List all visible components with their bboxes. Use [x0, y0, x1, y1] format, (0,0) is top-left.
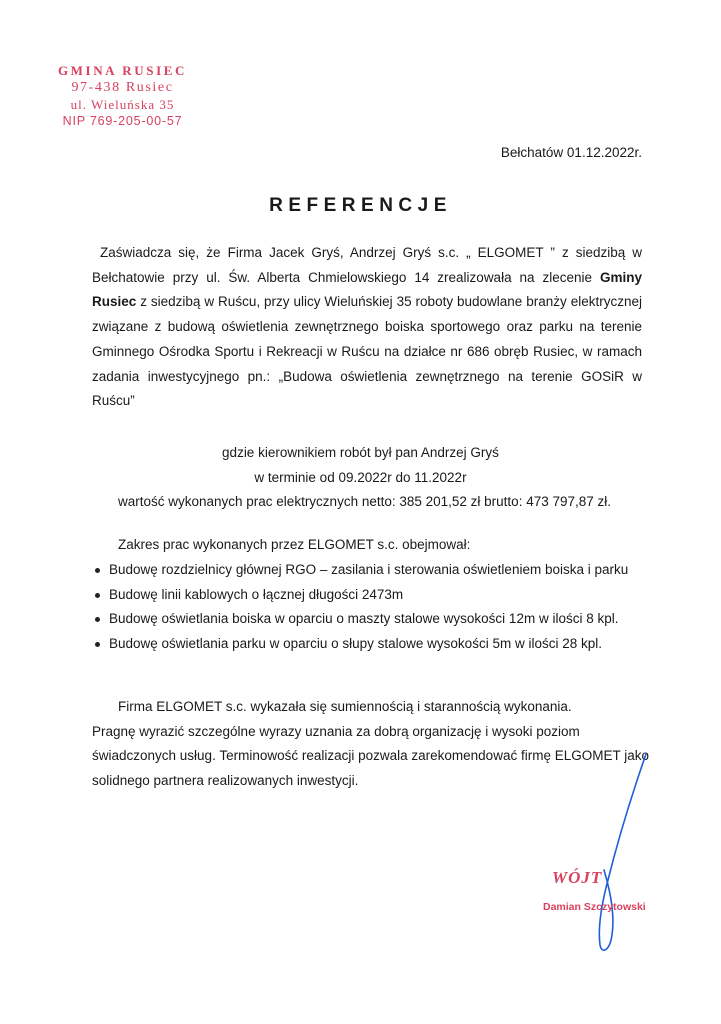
stamp-line-street: ul. Wieluńska 35	[70, 97, 175, 112]
closing-first-line: Firma ELGOMET s.c. wykazała się sumiennością i starannością wykonania.	[118, 699, 572, 714]
list-item-text: Budowę oświetlania boiska w oparciu o maszty stalowe wysokości 12m w ilości 8 kpl.	[109, 611, 619, 626]
stamp-line-name: GMINA RUSIEC	[57, 63, 188, 78]
municipality-stamp	[40, 62, 205, 130]
scope-list	[95, 558, 628, 656]
list-item	[95, 558, 628, 583]
stamp-line-nip: NIP 769-205-00-57	[62, 114, 183, 128]
bullet-icon	[95, 617, 100, 622]
site-manager-line: gdzie kierownikiem robót był pan Andrzej Gryś	[222, 445, 499, 460]
main-paragraph-part2: z siedzibą w Ruścu, przy ulicy Wieluńskiej 35 roboty budowlane branży elektrycznej związane z budową oświetlenia zewnętrznego boiska sportowego oraz parku na terenie Gminnego Ośrodka Sportu i Rekreacji w Ruścu na działce nr 686 obręb Rusiec, w ramach zadania inwestycyjnego pn.: „Budowa oświetlenia zewnętrznego na terenie GOSiR w Ruścu”	[92, 294, 642, 409]
list-item	[95, 607, 628, 632]
scope-intro: Zakres prac wykonanych przez ELGOMET s.c. obejmował:	[118, 537, 471, 552]
project-details	[0, 441, 721, 515]
list-item	[95, 632, 628, 657]
seal-name: Damian Szczytowski	[543, 901, 646, 913]
value-line: wartość wykonanych prac elektrycznych netto: 385 201,52 zł brutto: 473 797,87 zł.	[117, 494, 612, 509]
stamp-line-postal: 97-438 Rusiec	[71, 80, 174, 95]
seal-title: WÓJT	[552, 868, 603, 887]
main-paragraph-part1: Zaświadcza się, że Firma Jacek Gryś, Andrzej Gryś s.c. „ ELGOMET ” z siedzibą w Bełchatowie przy ul. Św. Alberta Chmielowskiego 14 zrealizowała na zlecenie	[92, 245, 642, 285]
bullet-icon	[95, 642, 100, 647]
list-item-text: Budowę oświetlania parku w oparciu o słupy stalowe wysokości 5m w ilości 28 kpl.	[109, 635, 602, 651]
list-item-text: Budowę linii kablowych o łącznej długości 2473m	[109, 586, 404, 602]
bullet-icon	[95, 593, 100, 598]
bullet-icon	[95, 568, 100, 573]
handwritten-signature	[560, 740, 660, 970]
list-item-text: Budowę rozdzielnicy głównej RGO – zasilania i sterowania oświetleniem boiska i parku	[109, 562, 629, 577]
main-paragraph	[92, 241, 642, 414]
document-title: REFERENCJE	[269, 195, 452, 216]
document-date: Bełchatów 01.12.2022r.	[500, 145, 642, 160]
signature-stroke	[599, 754, 646, 950]
list-item	[95, 583, 628, 608]
closing-rest: Pragnę wyrazić szczególne wyrazy uznania za dobrą organizację i wysoki poziom świadczonych usług. Terminowość realizacji pozwala zarekomendować firmę ELGOMET jako solidnego partnera realizowanych inwestycji.	[92, 723, 649, 788]
client-name: Gminy Rusiec	[92, 269, 642, 310]
term-line: w terminie od 09.2022r do 11.2022r	[254, 469, 467, 485]
